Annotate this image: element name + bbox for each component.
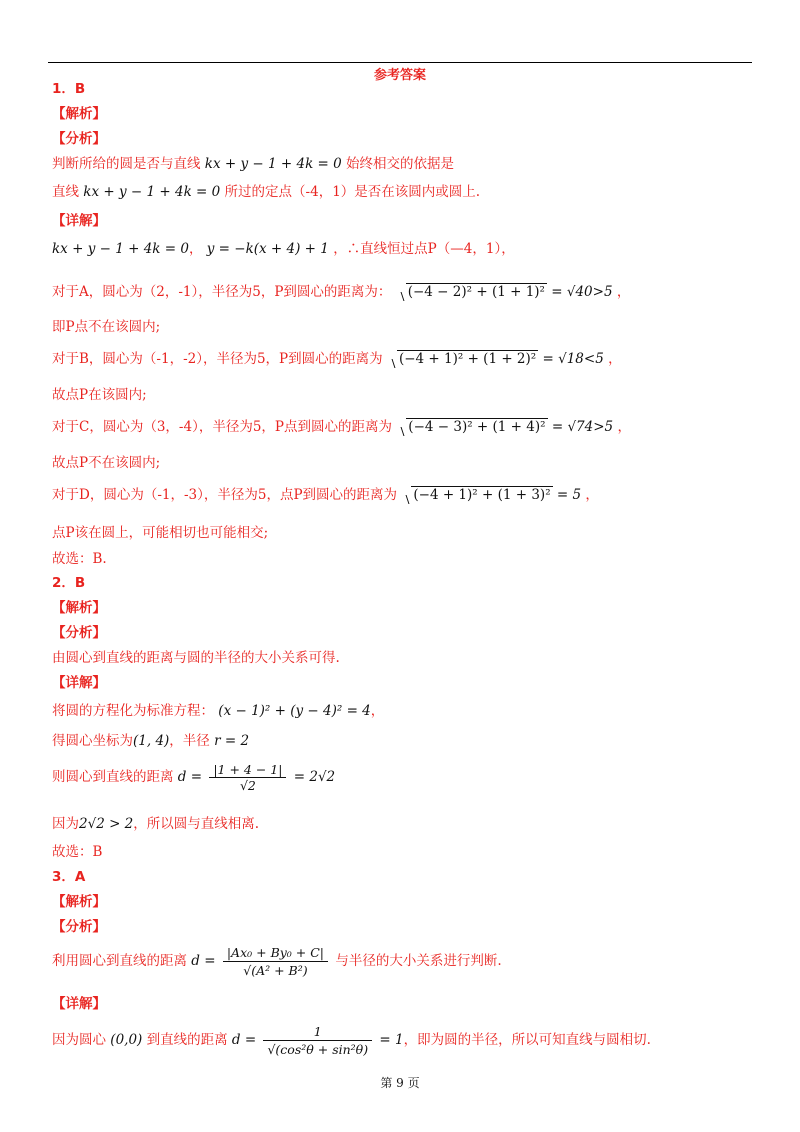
q3-step1 xyxy=(52,1022,651,1058)
result: = √40>5 xyxy=(551,284,613,300)
distance-result: = 1 xyxy=(379,1032,404,1048)
sqrt-expression xyxy=(387,350,538,368)
distance-formula xyxy=(223,944,328,979)
text: 因为 xyxy=(52,816,79,832)
line-equation: kx + y − 1 + 4k = 0 xyxy=(83,184,221,200)
q1-step1 xyxy=(52,240,515,258)
distance-label: d = xyxy=(177,769,203,785)
punct: ， xyxy=(585,487,599,503)
option-text: 对于C，圆心为（3，-4），半径为5，P点到圆心的距离为 xyxy=(52,419,392,435)
q3-analysis xyxy=(52,943,502,979)
option-text: 对于B，圆心为（-1，-2），半径为5，P到圆心的距离为 xyxy=(52,351,383,367)
q1-option-c xyxy=(52,418,631,436)
q2-choice: 故选：B xyxy=(52,844,103,860)
q2-step1 xyxy=(52,702,384,720)
q1-analysis-line1 xyxy=(52,155,454,173)
text: ，所以圆与直线相离. xyxy=(133,816,260,832)
numerator: |1 + 4 − 1| xyxy=(209,762,286,778)
standard-equation: (x − 1)² + (y − 4)² = 4 xyxy=(218,703,371,719)
q2-jiexi-tag: 【解析】 xyxy=(52,600,106,616)
line-equation: kx + y − 1 + 4k = 0 xyxy=(52,241,189,257)
q1-fenxi-tag: 【分析】 xyxy=(52,131,106,147)
text: 始终相交的依据是 xyxy=(346,156,455,172)
denominator: √(cos²θ + sin²θ) xyxy=(267,1042,369,1057)
page-title: 参考答案 xyxy=(373,68,426,83)
q1-option-d xyxy=(52,486,599,504)
distance-result: = 2√2 xyxy=(293,769,336,785)
punct: ， xyxy=(617,419,631,435)
q3-jiexi-tag: 【解析】 xyxy=(52,894,106,910)
q1-option-a xyxy=(52,283,630,301)
result: = 5 xyxy=(556,487,582,503)
q3-xiangjie-tag: 【详解】 xyxy=(52,996,106,1012)
distance-label: d = xyxy=(191,953,216,969)
sqrt-expression xyxy=(396,418,547,436)
page-number: 第 9 页 xyxy=(380,1076,420,1090)
q2-step2 xyxy=(52,732,249,750)
text: 因为圆心 xyxy=(52,1032,106,1048)
text: 直线 xyxy=(52,184,79,200)
punct: ， xyxy=(616,284,631,300)
text: 则圆心到直线的距离 xyxy=(52,769,174,785)
q2-xiangjie-tag: 【详解】 xyxy=(52,675,106,691)
result: = √18<5 xyxy=(542,351,604,367)
radius: r = 2 xyxy=(214,733,250,749)
punct: ， xyxy=(608,351,622,367)
text: ，半径 xyxy=(169,733,210,749)
q2-analysis: 由圆心到直线的距离与圆的半径的大小关系可得. xyxy=(52,650,340,666)
q2-answer: 2．B xyxy=(52,575,86,591)
point-slope-equation: y = −k(x + 4) + 1 xyxy=(206,241,329,257)
fixed-point-text: ，∴直线恒过点P（—4，1）， xyxy=(333,241,515,257)
center-coords: (0,0) xyxy=(110,1032,143,1048)
text: 利用圆心到直线的距离 xyxy=(52,953,187,969)
line-equation: kx + y − 1 + 4k = 0 xyxy=(204,156,342,172)
result: = √74>5 xyxy=(551,419,614,435)
q1-jiexi-tag: 【解析】 xyxy=(52,106,106,122)
q3-fenxi-tag: 【分析】 xyxy=(52,919,106,935)
q1-choice: 故选：B. xyxy=(52,551,107,567)
sqrt-expression xyxy=(396,283,547,301)
text: ，即为圆的半径，所以可知直线与圆相切. xyxy=(403,1032,651,1048)
separator: ， xyxy=(188,241,203,257)
option-text: 对于A，圆心为（2，-1），半径为5，P到圆心的距离为： xyxy=(52,284,392,300)
distance-label: d = xyxy=(231,1032,257,1048)
q1-option-b-conclusion: 故点P在该圆内; xyxy=(52,387,147,403)
text: 判断所给的圆是否与直线 xyxy=(52,156,201,172)
sqrt-expression xyxy=(401,486,552,504)
q1-option-a-conclusion: 即P点不在该圆内; xyxy=(52,319,161,335)
numerator: 1 xyxy=(263,1023,372,1041)
q1-answer: 1．B xyxy=(52,81,86,97)
text: 得圆心坐标为 xyxy=(52,733,133,749)
option-text: 对于D，圆心为（-1，-3），半径为5，点P到圆心的距离为 xyxy=(52,487,398,503)
q2-step4 xyxy=(52,815,259,833)
numerator: |Ax₀ + By₀ + C| xyxy=(223,944,328,962)
header-rule xyxy=(48,62,752,63)
radicand: (−4 − 2)² + (1 + 1)² xyxy=(407,284,545,300)
q1-xiangjie-tag: 【详解】 xyxy=(52,213,106,229)
q3-answer: 3．A xyxy=(52,869,86,885)
center-coords: (1, 4) xyxy=(133,733,170,749)
q2-step3 xyxy=(52,762,335,792)
radicand: (−4 + 1)² + (1 + 3)² xyxy=(413,487,551,503)
q1-option-c-conclusion: 故点P不在该圆内; xyxy=(52,455,161,471)
q1-option-b xyxy=(52,350,622,368)
denominator: √2 xyxy=(239,778,256,793)
radicand: (−4 + 1)² + (1 + 2)² xyxy=(398,351,537,367)
text: 到直线的距离 xyxy=(146,1032,228,1048)
q1-option-d-conclusion: 点P该在圆上，可能相切也可能相交; xyxy=(52,525,269,541)
radicand: (−4 − 3)² + (1 + 4)² xyxy=(408,419,546,435)
denominator: √(A² + B²) xyxy=(243,963,308,978)
q2-fenxi-tag: 【分析】 xyxy=(52,625,106,641)
inequality: 2√2 > 2 xyxy=(79,816,134,832)
distance-fraction xyxy=(209,762,286,793)
text: 与半径的大小关系进行判断. xyxy=(335,953,502,969)
punct: ， xyxy=(370,703,385,719)
text: 将圆的方程化为标准方程： xyxy=(52,703,214,719)
text: 所过的定点（-4，1）是否在该圆内或圆上. xyxy=(224,184,481,200)
distance-fraction xyxy=(263,1023,372,1058)
q1-analysis-line2 xyxy=(52,183,480,201)
